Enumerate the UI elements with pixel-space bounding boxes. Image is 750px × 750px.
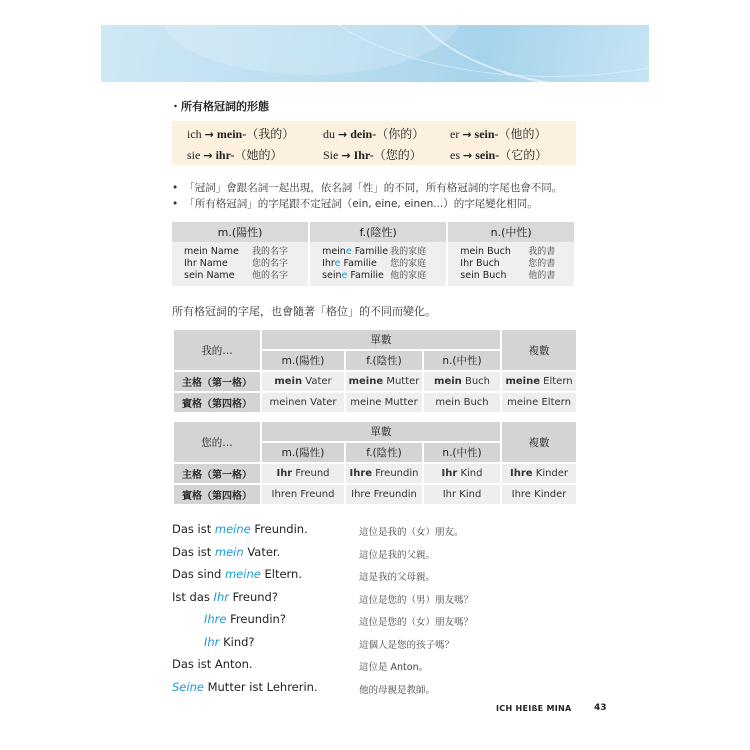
german-phrase: Ihr Buch <box>460 258 500 269</box>
possessive-entry <box>450 146 547 163</box>
case-cell: mein Buch <box>423 392 501 413</box>
chinese-translation: 我的家庭 <box>390 247 427 257</box>
case-cell: mein Vater <box>261 371 345 392</box>
pronoun: er <box>450 127 460 141</box>
case-cell: Ihre Freundin <box>345 463 423 484</box>
german-phrase: Ihr Name <box>184 258 228 269</box>
case-label: 賓格（第四格） <box>173 484 261 505</box>
case-table-your <box>172 420 578 506</box>
pronoun: Sie <box>323 148 339 162</box>
header-gender: n.(中性) <box>423 442 501 463</box>
chinese-translation: 我的名字 <box>252 247 289 257</box>
table-corner: 您的… <box>173 421 261 463</box>
article-bold: Ihre <box>349 468 373 479</box>
translation: （她的） <box>234 148 283 162</box>
example-pair <box>184 270 308 282</box>
german-sentence: Ist das Ihr Freund? <box>172 589 278 604</box>
chinese-translation: 這個人是您的孩子嗎？ <box>359 639 455 651</box>
article-bold: Ihr <box>276 468 293 479</box>
possessive-article: ihr- <box>215 148 235 162</box>
header-masculine: m.(陽性) <box>172 222 309 242</box>
article-bold: Ihre <box>510 468 533 479</box>
bullet-item: • 「冠詞」會跟名詞一起出現，依名詞「性」的不同，所有格冠詞的字尾也會不同。 <box>172 180 562 196</box>
possessive-highlight: Ihre <box>204 612 227 626</box>
case-cell: meine Eltern <box>501 392 577 413</box>
case-cell: Ihr Kind <box>423 484 501 505</box>
german-phrase: sein Name <box>184 270 235 281</box>
example-pair <box>460 258 574 270</box>
possessive-highlight: mein <box>214 544 244 559</box>
example-pair <box>322 270 446 282</box>
case-cell: meine Eltern <box>501 371 577 392</box>
pronoun: es <box>450 148 460 162</box>
example-pair <box>322 246 446 258</box>
possessive-article: mein- <box>216 127 247 141</box>
header-gender: f.(陰性) <box>345 350 423 371</box>
case-cell: Ihr Kind <box>423 463 501 484</box>
possessive-article: dein- <box>350 127 377 141</box>
ending-highlight: e <box>345 246 352 257</box>
arrow-icon: → <box>463 149 473 162</box>
article-bold: meine <box>505 376 540 387</box>
chinese-translation: 您的名字 <box>252 259 289 269</box>
page-number: 43 <box>594 703 607 713</box>
arrow-icon: → <box>462 128 472 141</box>
chinese-translation: 他的母親是教師。 <box>359 684 436 696</box>
case-label: 賓格（第四格） <box>173 392 261 413</box>
case-cell: meine Mutter <box>345 371 423 392</box>
bullet-item: • 「所有格冠詞」的字尾跟不定冠詞（ein, eine, einen...）的字尾變化相同。 <box>172 196 562 212</box>
german-sentence: Das sind meine Eltern. <box>172 567 302 581</box>
german-phrase: seine Familie <box>322 270 384 281</box>
chinese-translation: 這位是 Anton。 <box>359 662 429 673</box>
possessive-article: sein- <box>474 127 499 141</box>
chinese-translation: 他的書 <box>528 271 556 281</box>
section-title: ・所有格冠詞的形態 <box>170 100 269 113</box>
possessive-entry <box>187 146 282 163</box>
german-phrase: meine Familie <box>322 246 389 257</box>
chinese-translation: 這位是我的父親。 <box>359 549 436 561</box>
table-corner: 我的… <box>173 329 261 371</box>
chinese-translation: 他的家庭 <box>390 271 427 281</box>
german-sentence: Das ist mein Vater. <box>172 544 281 559</box>
header-plural: 複數 <box>501 421 577 463</box>
german-sentence: Ihr Kind? <box>204 634 255 649</box>
article-bold: Ihr <box>441 468 458 479</box>
arrow-icon: → <box>338 128 348 141</box>
gender-example-table <box>172 222 576 286</box>
header-feminine: f.(陰性) <box>309 222 447 242</box>
case-table-my <box>172 328 578 414</box>
arrow-icon: → <box>204 128 214 141</box>
example-cell <box>172 242 309 286</box>
header-singular: 單數 <box>261 329 501 350</box>
header-gender: m.(陽性) <box>261 350 345 371</box>
case-cell: Ihre Kinder <box>501 484 577 505</box>
example-pair <box>322 258 446 270</box>
header-gender: m.(陽性) <box>261 442 345 463</box>
possessive-article: sein- <box>475 148 500 162</box>
case-cell: Ihre Freundin <box>345 484 423 505</box>
chinese-translation: 這位是您的（男）朋友嗎？ <box>359 594 474 606</box>
possessive-highlight: Ihr <box>204 634 220 649</box>
ending-highlight: e <box>341 270 348 281</box>
footer-title: ICH HEIßE MINA <box>496 704 572 713</box>
case-cell: Ihre Kinder <box>501 463 577 484</box>
header-singular: 單數 <box>261 421 501 442</box>
translation: （你的） <box>376 127 425 141</box>
bullet-list <box>172 180 562 212</box>
german-sentence: Seine Mutter ist Lehrerin. <box>172 679 318 694</box>
header-gender: f.(陰性) <box>345 442 423 463</box>
header-gender: n.(中性) <box>423 350 501 371</box>
possessive-entry <box>323 125 424 142</box>
header-neuter: n.(中性) <box>447 222 575 242</box>
possessive-entry <box>187 125 294 142</box>
article-bold: mein <box>274 376 303 387</box>
example-pair <box>460 246 574 258</box>
german-sentence: Das ist meine Freundin. <box>172 522 308 536</box>
article-bold: meine <box>348 376 384 387</box>
german-phrase: sein Buch <box>460 270 507 281</box>
translation: （我的） <box>246 127 295 141</box>
german-sentence: Ihre Freundin? <box>204 612 286 626</box>
ending-highlight: e <box>334 258 341 269</box>
pronoun: ich <box>187 127 202 141</box>
possessive-entry <box>323 146 422 163</box>
chinese-translation: 這位是我的（女）朋友。 <box>359 527 464 538</box>
chinese-translation: 這是我的父母親。 <box>359 572 436 583</box>
possessive-entry <box>450 125 547 142</box>
translation: （它的） <box>499 148 548 162</box>
possessive-highlight: Seine <box>172 679 204 694</box>
possessive-forms-box <box>172 121 576 165</box>
header-plural: 複數 <box>501 329 577 371</box>
case-cell: Ihr Freund <box>261 463 345 484</box>
chinese-translation: 這位是您的（女）朋友嗎？ <box>359 617 474 628</box>
arrow-icon: → <box>341 149 351 162</box>
german-phrase: mein Buch <box>460 246 511 257</box>
example-cell <box>447 242 575 286</box>
example-pair <box>184 258 308 270</box>
case-cell: meine Mutter <box>345 392 423 413</box>
possessive-highlight: meine <box>214 522 251 536</box>
chinese-translation: 您的書 <box>528 259 556 269</box>
article-bold: mein <box>434 376 462 387</box>
case-label: 主格（第一格） <box>173 463 261 484</box>
possessive-article: Ihr- <box>353 148 374 162</box>
translation: （您的） <box>373 148 422 162</box>
arrow-icon: → <box>203 149 213 162</box>
case-cell: mein Buch <box>423 371 501 392</box>
example-cell <box>309 242 447 286</box>
possessive-highlight: meine <box>224 567 261 581</box>
possessive-highlight: Ihr <box>213 589 229 604</box>
chinese-translation: 他的名字 <box>252 271 289 281</box>
pronoun: sie <box>187 148 201 162</box>
header-banner <box>101 25 649 82</box>
pronoun: du <box>323 127 335 141</box>
case-label: 主格（第一格） <box>173 371 261 392</box>
german-phrase: mein Name <box>184 246 239 257</box>
chinese-translation: 您的家庭 <box>390 259 427 269</box>
case-sentence: 所有格冠詞的字尾，也會隨著「格位」的不同而變化。 <box>172 305 436 318</box>
chinese-translation: 我的書 <box>528 247 556 257</box>
german-sentence: Das ist Anton. <box>172 657 253 671</box>
translation: （他的） <box>498 127 547 141</box>
case-cell: meinen Vater <box>261 392 345 413</box>
german-phrase: Ihre Familie <box>322 258 377 269</box>
example-pair <box>184 246 308 258</box>
example-pair <box>460 270 574 282</box>
case-cell: Ihren Freund <box>261 484 345 505</box>
